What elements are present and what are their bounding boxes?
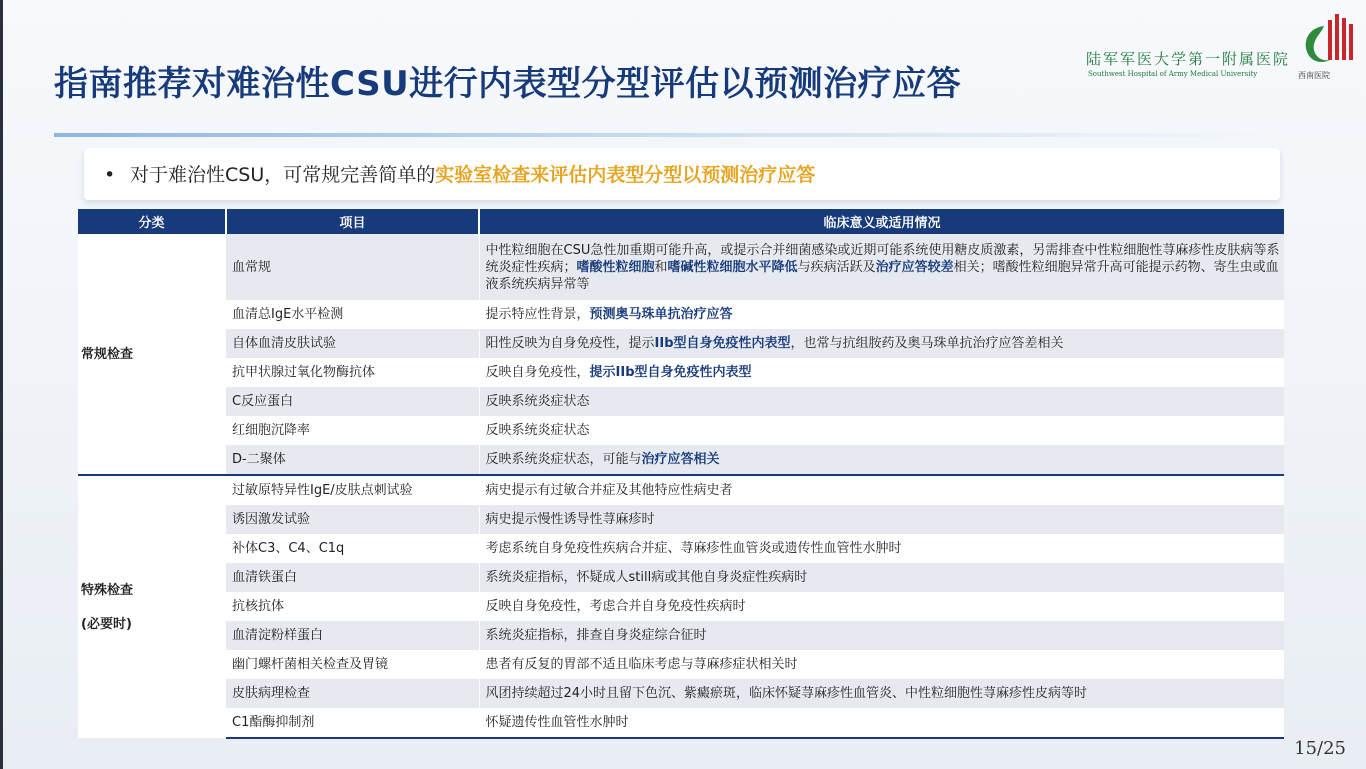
row-item: C反应蛋白 [226, 387, 479, 416]
row-description: 反映系统炎症状态 [479, 387, 1284, 416]
category-routine: 常规检查 [78, 234, 226, 475]
row-description: 中性粒细胞在CSU急性加重期可能升高，或提示合并细菌感染或近期可能系统使用糖皮质激素，另需排查中性粒细胞性荨麻疹性皮肤病等系统炎症性疾病；嗜酸性粒细胞和嗜碱性粒细胞水平降低与疾病活跃及治疗应答较差相关；嗜酸性粒细胞异常升高可能提示药物、寄生虫或血液系统疾病异常等 [479, 234, 1284, 300]
row-description: 病史提示慢性诱导性荨麻疹时 [479, 505, 1284, 534]
table-row [78, 679, 1284, 708]
table-row [78, 563, 1284, 592]
logo-mark-label: 西南医院 [1298, 71, 1330, 80]
table-row [78, 234, 1284, 300]
slide-title: 指南推荐对难治性CSU进行内表型分型评估以预测治疗应答 [54, 64, 962, 104]
row-description: 患者有反复的胃部不适且临床考虑与荨麻疹症状相关时 [479, 650, 1284, 679]
row-item: D-二聚体 [226, 445, 479, 475]
header-category: 分类 [78, 209, 226, 234]
row-description: 系统炎症指标，排查自身炎症综合征时 [479, 621, 1284, 650]
bullet-dot-icon: • [104, 164, 116, 186]
bullet-text-prefix: 对于难治性CSU，可常规完善简单的 [130, 164, 436, 186]
table-row [78, 592, 1284, 621]
row-description: 提示特应性背景，预测奥马珠单抗治疗应答 [479, 300, 1284, 329]
table-row [78, 534, 1284, 563]
table-row [78, 621, 1284, 650]
row-item: 过敏原特异性IgE/皮肤点刺试验 [226, 475, 479, 505]
row-description: 反映系统炎症状态 [479, 416, 1284, 445]
row-item: C1酯酶抑制剂 [226, 708, 479, 738]
header-item: 项目 [226, 209, 479, 234]
row-item: 自体血清皮肤试验 [226, 329, 479, 358]
bullet-point [104, 160, 815, 187]
row-description: 考虑系统自身免疫性疾病合并症、荨麻疹性血管炎或遗传性血管性水肿时 [479, 534, 1284, 563]
hospital-logo [1080, 12, 1360, 84]
table-row [78, 387, 1284, 416]
table-row [78, 358, 1284, 387]
title-divider [54, 133, 1286, 137]
table-row [78, 329, 1284, 358]
row-description: 反映自身免疫性，考虑合并自身免疫性疾病时 [479, 592, 1284, 621]
table-row [78, 445, 1284, 475]
row-item: 血常规 [226, 234, 479, 300]
row-item: 补体C3、C4、C1q [226, 534, 479, 563]
row-description: 系统炎症指标，怀疑成人still病或其他自身炎症性疾病时 [479, 563, 1284, 592]
row-item: 皮肤病理检查 [226, 679, 479, 708]
row-item: 血清铁蛋白 [226, 563, 479, 592]
row-description: 反映系统炎症状态，可能与治疗应答相关 [479, 445, 1284, 475]
row-item: 诱因激发试验 [226, 505, 479, 534]
row-description: 阳性反映为自身免疫性，提示IIb型自身免疫性内表型，也常与抗组胺药及奥马珠单抗治疗应答差相关 [479, 329, 1284, 358]
window-edge [0, 0, 3, 769]
table-row [78, 505, 1284, 534]
table-header-row [78, 209, 1284, 234]
bullet-text-highlight: 实验室检查来评估内表型分型以预测治疗应答 [435, 164, 816, 186]
logo-name-en: Southwest Hospital of Army Medical University [1088, 70, 1258, 78]
table-row [78, 300, 1284, 329]
page-number: 15/25 [1294, 738, 1346, 759]
category-special: 特殊检查 (必要时) [78, 475, 226, 738]
row-description: 病史提示有过敏合并症及其他特应性病史者 [479, 475, 1284, 505]
table-row [78, 708, 1284, 738]
row-item: 血清总IgE水平检测 [226, 300, 479, 329]
row-item: 幽门螺杆菌相关检查及胃镜 [226, 650, 479, 679]
row-item: 红细胞沉降率 [226, 416, 479, 445]
table-row [78, 650, 1284, 679]
table-row [78, 475, 1284, 505]
lab-test-table [78, 209, 1284, 739]
row-description: 怀疑遗传性血管性水肿时 [479, 708, 1284, 738]
row-item: 抗核抗体 [226, 592, 479, 621]
row-description: 风团持续超过24小时且留下色沉、紫癜瘀斑，临床怀疑荨麻疹性血管炎、中性粒细胞性荨麻疹性皮病等时 [479, 679, 1284, 708]
table-row [78, 416, 1284, 445]
row-description: 反映自身免疫性，提示IIb型自身免疫性内表型 [479, 358, 1284, 387]
logo-name-cn: 陆军军医大学第一附属医院 [1086, 50, 1291, 68]
row-item: 血清淀粉样蛋白 [226, 621, 479, 650]
row-item: 抗甲状腺过氧化物酶抗体 [226, 358, 479, 387]
header-significance: 临床意义或适用情况 [479, 209, 1284, 234]
